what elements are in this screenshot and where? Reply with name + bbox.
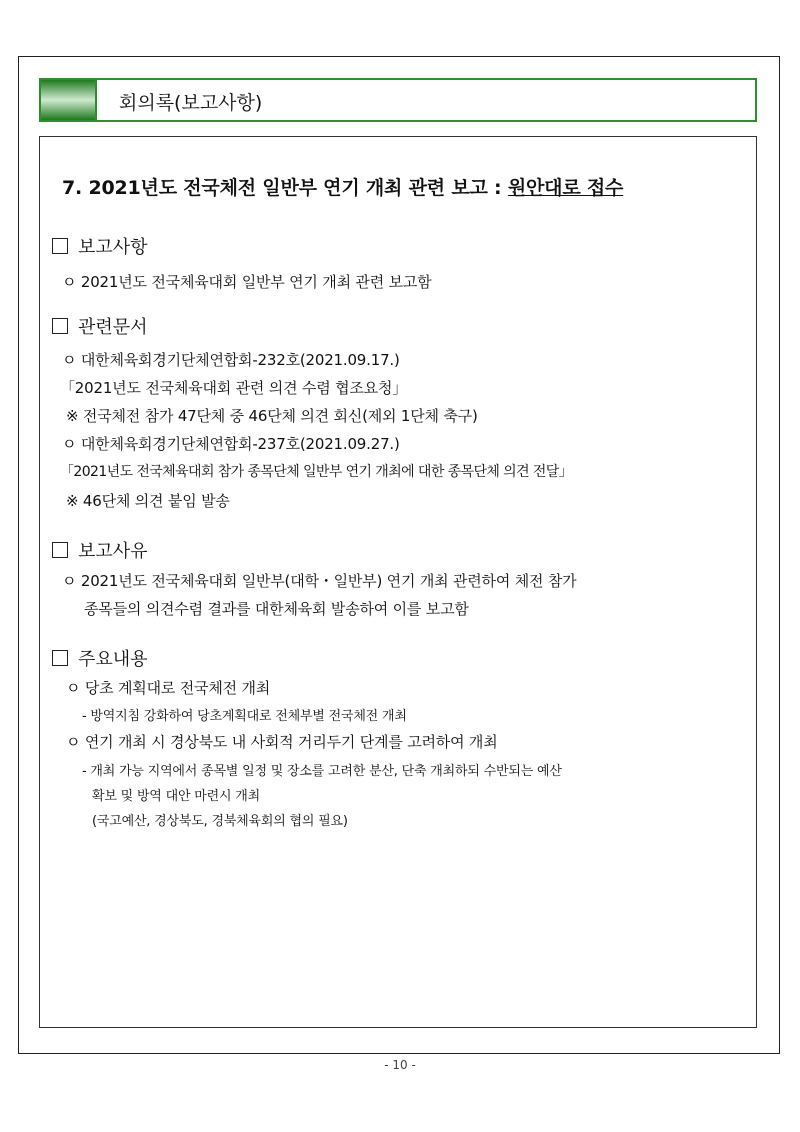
reason-line: 종목들의 의견수렴 결과를 대한체육회 발송하여 이를 보고함 — [84, 600, 469, 618]
section-reason-heading — [52, 537, 148, 563]
header-bar — [39, 78, 757, 122]
document-line: ㅇ 대한체육회경기단체연합회-237호(2021.09.27.) — [62, 435, 400, 453]
agenda-result: 원안대로 접수 — [507, 177, 624, 199]
section-documents-heading-text: 관련문서 — [78, 317, 148, 338]
header-green-swatch — [41, 80, 97, 120]
report-item: ㅇ 2021년도 전국체육대회 일반부 연기 개최 관련 보고함 — [62, 273, 432, 291]
checkbox-square-icon — [52, 318, 68, 334]
section-reason-heading-text: 보고사유 — [78, 541, 148, 562]
agenda-title-text: 7. 2021년도 전국체전 일반부 연기 개최 관련 보고 : — [62, 177, 508, 199]
content-box — [39, 136, 757, 1028]
checkbox-square-icon — [52, 238, 68, 254]
content-line: - 방역지침 강화하여 당초계획대로 전체부별 전국체전 개최 — [82, 709, 407, 724]
section-documents-heading — [52, 313, 148, 339]
content-line: 확보 및 방역 대안 마련시 개최 — [92, 789, 260, 804]
document-line: ※ 전국체전 참가 47단체 중 46단체 의견 회신(제외 1단체 축구) — [66, 407, 478, 425]
section-content-heading-text: 주요내용 — [78, 649, 148, 670]
reason-line: ㅇ 2021년도 전국체육대회 일반부(대학・일반부) 연기 개최 관련하여 체전 참가 — [62, 572, 577, 590]
page-number: - 10 - — [384, 1058, 416, 1072]
document-line: ※ 46단체 의견 붙임 발송 — [66, 492, 230, 510]
content-line: ㅇ 연기 개최 시 경상북도 내 사회적 거리두기 단계를 고려하여 개최 — [66, 733, 498, 751]
section-report-heading-text: 보고사항 — [78, 237, 148, 258]
agenda-title — [62, 173, 623, 200]
content-line: - 개최 가능 지역에서 종목별 일정 및 장소를 고려한 분산, 단축 개최하되 수반되는 예산 — [82, 764, 562, 779]
document-line: ㅇ 대한체육회경기단체연합회-232호(2021.09.17.) — [62, 351, 400, 369]
document-line: 「2021년도 전국체육대회 참가 종목단체 일반부 연기 개최에 대한 종목단체 의견 전달」 — [60, 464, 573, 480]
checkbox-square-icon — [52, 542, 68, 558]
document-line: 「2021년도 전국체육대회 관련 의견 수렴 협조요청」 — [60, 379, 408, 397]
header-title: 회의록(보고사항) — [119, 92, 263, 114]
section-content-heading — [52, 645, 148, 671]
checkbox-square-icon — [52, 650, 68, 666]
content-line: (국고예산, 경상북도, 경북체육회의 협의 필요) — [92, 814, 348, 829]
section-report-heading — [52, 233, 148, 259]
content-line: ㅇ 당초 계획대로 전국체전 개최 — [66, 679, 271, 697]
